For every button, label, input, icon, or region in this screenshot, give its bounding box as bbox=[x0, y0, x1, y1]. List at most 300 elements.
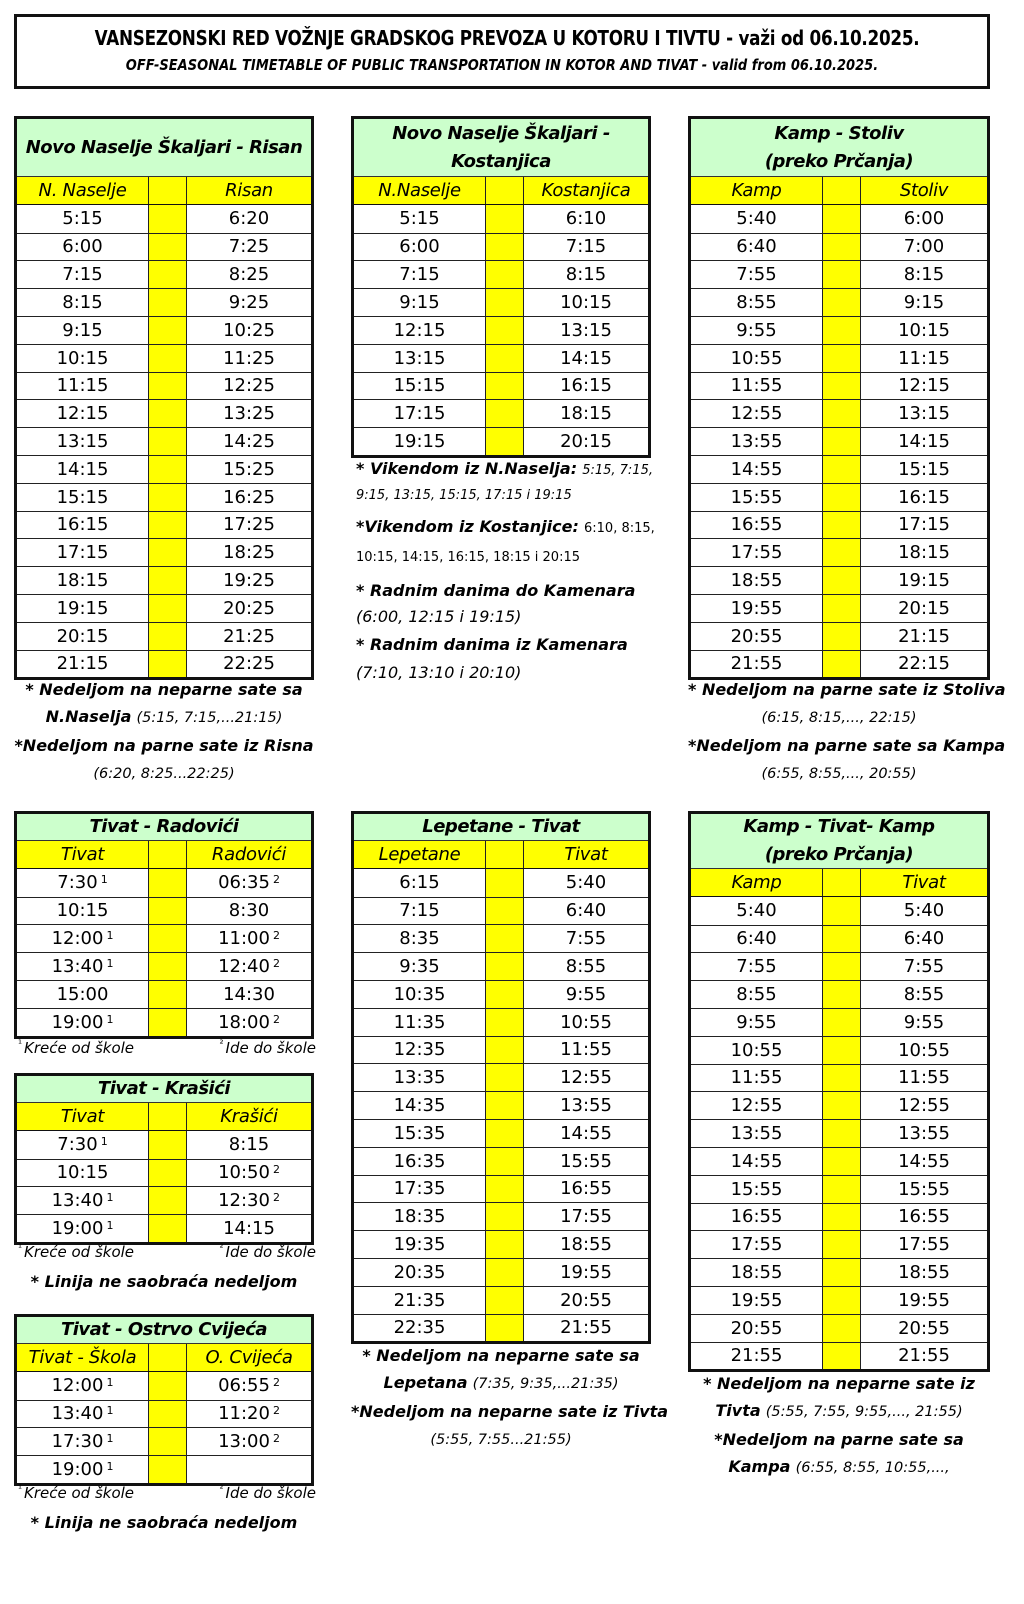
time-left: 12:00 bbox=[51, 928, 104, 950]
table-row bbox=[691, 260, 987, 288]
time-right: 7:55 bbox=[565, 928, 607, 950]
yellow-spacer-cell bbox=[149, 539, 187, 566]
risan-col-left-header: N. Naselje bbox=[17, 177, 149, 204]
yellow-spacer-cell bbox=[149, 567, 187, 594]
departure-right bbox=[187, 1009, 311, 1036]
time-left: 13:55 bbox=[730, 431, 783, 453]
yellow-spacer-cell bbox=[149, 1428, 187, 1455]
ostrvo-no-sunday: * Linija ne saobraća nedeljom bbox=[30, 1513, 298, 1532]
table-row bbox=[354, 260, 648, 288]
time-left: 8:55 bbox=[736, 984, 777, 1006]
time-right: 16:55 bbox=[898, 1206, 950, 1228]
radovici-column-header bbox=[17, 841, 311, 869]
yellow-spacer-cell bbox=[486, 925, 524, 952]
radovici-col-left-header: Tivat bbox=[17, 841, 149, 868]
departure-right bbox=[861, 1231, 987, 1258]
table-row bbox=[354, 1230, 648, 1258]
yellow-spacer-cell bbox=[149, 1344, 187, 1371]
time-left: 21:55 bbox=[730, 653, 783, 675]
time-left: 15:55 bbox=[730, 486, 783, 508]
time-left: 18:55 bbox=[730, 1262, 783, 1284]
time-right: 19:25 bbox=[223, 570, 275, 592]
footnote-marker: 1 bbox=[106, 957, 114, 971]
departure-right bbox=[524, 428, 648, 455]
departure-left bbox=[354, 1259, 486, 1286]
footnote-marker: 1 bbox=[106, 1432, 114, 1446]
time-left: 20:55 bbox=[730, 625, 783, 647]
stoliv-notes bbox=[688, 676, 1006, 788]
table-row bbox=[354, 1063, 648, 1091]
kamp_tivat-column-header bbox=[691, 869, 987, 897]
departure-left bbox=[691, 926, 823, 953]
yellow-spacer-cell bbox=[149, 1456, 187, 1483]
yellow-spacer-cell bbox=[823, 567, 861, 594]
departure-left bbox=[354, 981, 486, 1008]
ostrvo-note bbox=[14, 1509, 314, 1536]
departure-right bbox=[861, 261, 987, 288]
kamp_tivat-col-right-header: Tivat bbox=[902, 871, 946, 893]
time-left: 17:55 bbox=[730, 1234, 783, 1256]
kamp-tivat-note-times-1: (5:55, 7:55, 9:55,..., 21:55) bbox=[765, 1404, 963, 1420]
yellow-spacer-cell bbox=[149, 869, 187, 897]
departure-right bbox=[524, 317, 648, 344]
departure-left bbox=[17, 595, 149, 622]
departure-left bbox=[691, 651, 823, 678]
kamp_tivat-title-line: Kamp - Tivat- Kamp bbox=[743, 816, 935, 837]
time-left: 21:15 bbox=[56, 653, 109, 675]
table-row bbox=[354, 427, 648, 455]
yellow-spacer-cell bbox=[149, 595, 187, 622]
yellow-spacer-cell bbox=[486, 289, 524, 316]
yellow-spacer-cell bbox=[823, 234, 861, 261]
yellow-spacer-cell bbox=[823, 981, 861, 1008]
departure-right bbox=[187, 428, 311, 455]
yellow-spacer-cell bbox=[486, 898, 524, 925]
stoliv-note-times-1: (6:15, 8:15,..., 22:15) bbox=[761, 710, 917, 726]
time-right: 18:55 bbox=[898, 1262, 950, 1284]
risan-note-times-odd: (5:15, 7:15,...21:15) bbox=[136, 710, 283, 726]
departure-right bbox=[861, 567, 987, 594]
departure-right bbox=[187, 234, 311, 261]
departure-left bbox=[354, 261, 486, 288]
time-right: 10:25 bbox=[223, 319, 275, 341]
time-left: 9:15 bbox=[399, 292, 440, 314]
departure-right bbox=[187, 512, 311, 539]
yellow-spacer-cell bbox=[823, 428, 861, 455]
yellow-spacer-cell bbox=[486, 234, 524, 261]
departure-right bbox=[187, 539, 311, 566]
time-right: 10:50 bbox=[218, 1162, 270, 1184]
departure-right bbox=[524, 1148, 648, 1175]
table-row bbox=[354, 233, 648, 261]
table-row bbox=[17, 205, 311, 233]
time-left: 5:15 bbox=[399, 208, 440, 230]
yellow-spacer-cell bbox=[149, 1160, 187, 1187]
time-right: 13:15 bbox=[560, 319, 612, 341]
yellow-spacer-cell bbox=[486, 400, 524, 427]
time-left: 22:35 bbox=[393, 1317, 446, 1339]
time-right: 10:55 bbox=[560, 1011, 612, 1033]
departure-right bbox=[524, 1176, 648, 1203]
footnote-marker: 2 bbox=[272, 1012, 280, 1026]
table-row bbox=[691, 594, 987, 622]
yellow-spacer-cell bbox=[823, 512, 861, 539]
departure-right bbox=[861, 953, 987, 980]
yellow-spacer-cell bbox=[823, 484, 861, 511]
departure-left bbox=[354, 1176, 486, 1203]
table-row bbox=[17, 455, 311, 483]
time-right: 8:55 bbox=[565, 956, 607, 978]
krasici-column-header bbox=[17, 1103, 311, 1131]
table-row bbox=[691, 1036, 987, 1064]
yellow-spacer-cell bbox=[823, 1176, 861, 1203]
time-right: 14:30 bbox=[223, 983, 275, 1005]
time-right: 7:25 bbox=[228, 236, 270, 258]
time-left: 12:55 bbox=[730, 1095, 783, 1117]
time-right: 6:40 bbox=[565, 900, 607, 922]
stoliv-title-line: (preko Prčanja) bbox=[764, 150, 914, 172]
time-right: 8:55 bbox=[903, 984, 945, 1006]
yellow-spacer-cell bbox=[823, 953, 861, 980]
departure-left bbox=[691, 1343, 823, 1370]
table-row bbox=[17, 1186, 311, 1214]
krasici-footnote-2: $^{^2}$ Ide do škole bbox=[219, 1243, 316, 1261]
departure-left bbox=[354, 400, 486, 427]
table-row bbox=[17, 1008, 311, 1036]
kamp-tivat-note-origin-2: Kampa bbox=[728, 1457, 791, 1476]
time-left: 13:40 bbox=[51, 1403, 104, 1425]
departure-left bbox=[17, 484, 149, 511]
departure-left bbox=[691, 1204, 823, 1231]
risan-note-origin: N.Naselja bbox=[45, 707, 132, 726]
time-right: 14:15 bbox=[223, 1218, 275, 1240]
timetable-radovici bbox=[14, 811, 314, 1039]
table-row bbox=[17, 483, 311, 511]
departure-left bbox=[17, 456, 149, 483]
departure-left bbox=[691, 428, 823, 455]
departure-right bbox=[524, 345, 648, 372]
time-right: 12:30 bbox=[218, 1190, 270, 1212]
yellow-spacer-cell bbox=[823, 1065, 861, 1092]
time-right: 21:55 bbox=[898, 1345, 950, 1367]
time-right: 8:15 bbox=[565, 264, 607, 286]
timetable-krasici bbox=[14, 1073, 314, 1245]
departure-left bbox=[691, 1176, 823, 1203]
departure-right bbox=[187, 981, 311, 1008]
ostrvo-column-header bbox=[17, 1344, 311, 1372]
radovici-footnotes bbox=[18, 1039, 316, 1057]
departure-left bbox=[17, 234, 149, 261]
yellow-spacer-cell bbox=[823, 926, 861, 953]
table-row bbox=[17, 288, 311, 316]
departure-left bbox=[691, 981, 823, 1008]
yellow-spacer-cell bbox=[486, 1064, 524, 1091]
table-row bbox=[691, 399, 987, 427]
departure-right bbox=[524, 234, 648, 261]
time-left: 9:15 bbox=[62, 319, 103, 341]
table-row bbox=[354, 952, 648, 980]
yellow-spacer-cell bbox=[823, 205, 861, 233]
departure-left bbox=[691, 400, 823, 427]
time-left: 7:55 bbox=[736, 264, 777, 286]
table-row bbox=[691, 980, 987, 1008]
yellow-spacer-cell bbox=[823, 869, 861, 896]
departure-left bbox=[17, 869, 149, 897]
time-left: 10:55 bbox=[730, 1039, 783, 1061]
time-left: 19:15 bbox=[393, 431, 446, 453]
departure-right bbox=[861, 595, 987, 622]
table-row bbox=[354, 1036, 648, 1064]
departure-right bbox=[524, 205, 648, 233]
kamp_tivat-title bbox=[691, 814, 987, 869]
table-row bbox=[691, 1091, 987, 1119]
kostanjica-column-header bbox=[354, 177, 648, 205]
departure-right bbox=[524, 1231, 648, 1258]
table-row bbox=[17, 924, 311, 952]
krasici-footnotes bbox=[18, 1243, 316, 1261]
time-left: 19:15 bbox=[56, 597, 109, 619]
table-row bbox=[354, 372, 648, 400]
time-left: 18:15 bbox=[56, 570, 109, 592]
time-right: 9:55 bbox=[565, 983, 607, 1005]
departure-left bbox=[691, 1315, 823, 1342]
departure-right bbox=[187, 1401, 311, 1428]
departure-left bbox=[17, 981, 149, 1008]
departure-right bbox=[187, 1215, 311, 1242]
yellow-spacer-cell bbox=[149, 261, 187, 288]
title-english: OFF-SEASONAL TIMETABLE OF PUBLIC TRANSPORTATION IN KOTOR AND TIVAT - valid from 06.10.2025. bbox=[125, 56, 879, 74]
departure-left bbox=[691, 1148, 823, 1175]
departure-right bbox=[861, 1148, 987, 1175]
departure-right bbox=[187, 595, 311, 622]
departure-left bbox=[354, 1037, 486, 1064]
radovici-col-right-header: Radovići bbox=[211, 843, 287, 865]
time-left: 8:15 bbox=[62, 292, 103, 314]
time-left: 10:15 bbox=[56, 1162, 109, 1184]
departure-left bbox=[17, 651, 149, 678]
time-right: 22:15 bbox=[898, 653, 950, 675]
time-right: 16:15 bbox=[898, 486, 950, 508]
footnote-marker: 1 bbox=[106, 1219, 114, 1233]
timetable-kostanjica bbox=[351, 116, 651, 458]
departure-right bbox=[861, 1287, 987, 1314]
time-left: 17:30 bbox=[51, 1431, 104, 1453]
departure-right bbox=[187, 1372, 311, 1400]
risan-title bbox=[17, 119, 311, 177]
footnote-marker: 2 bbox=[272, 873, 280, 887]
departure-left bbox=[354, 898, 486, 925]
table-row bbox=[691, 455, 987, 483]
kamp_tivat-title-line: (preko Prčanja) bbox=[764, 844, 914, 865]
table-row bbox=[691, 952, 987, 980]
departure-left bbox=[17, 567, 149, 594]
time-right: 21:25 bbox=[223, 625, 275, 647]
radovici-title-line: Tivat - Radovići bbox=[89, 816, 239, 837]
lepetane-note-times-2: (5:55, 7:55...21:55) bbox=[430, 1432, 572, 1448]
time-left: 5:40 bbox=[736, 900, 777, 922]
yellow-spacer-cell bbox=[486, 1092, 524, 1119]
table-row bbox=[354, 316, 648, 344]
time-right: 22:25 bbox=[223, 653, 275, 675]
table-row bbox=[354, 869, 648, 897]
kostanjica-col-left-header: N.Naselje bbox=[354, 177, 486, 204]
time-left: 15:00 bbox=[56, 983, 109, 1005]
kostanjica-title bbox=[354, 119, 648, 177]
time-right: 18:15 bbox=[898, 542, 950, 564]
time-left: 14:15 bbox=[56, 458, 109, 480]
table-row bbox=[354, 924, 648, 952]
time-left: 13:40 bbox=[51, 956, 104, 978]
footnote-marker: 1 bbox=[106, 1012, 114, 1026]
stoliv-title bbox=[691, 119, 987, 177]
departure-left bbox=[354, 925, 486, 952]
departure-left bbox=[354, 1315, 486, 1342]
footnote-marker: 1 bbox=[106, 929, 114, 943]
yellow-spacer-cell bbox=[486, 1176, 524, 1203]
yellow-spacer-cell bbox=[149, 373, 187, 400]
table-row bbox=[691, 511, 987, 539]
table-row bbox=[17, 1131, 311, 1159]
timetable-stoliv bbox=[688, 116, 990, 680]
time-left: 17:35 bbox=[393, 1178, 446, 1200]
time-right: 6:00 bbox=[903, 208, 945, 230]
departure-left bbox=[17, 925, 149, 952]
departure-left bbox=[17, 345, 149, 372]
lepetane-note-times-1: (7:35, 9:35,...21:35) bbox=[472, 1376, 619, 1392]
time-right: 14:25 bbox=[223, 431, 275, 453]
table-row bbox=[17, 511, 311, 539]
table-row bbox=[354, 1314, 648, 1342]
lepetane-note-sunday-from-tivat: *Nedeljom na neparne sate iz Tivta bbox=[351, 1402, 669, 1421]
time-right: 17:25 bbox=[223, 514, 275, 536]
table-row bbox=[691, 288, 987, 316]
departure-right bbox=[524, 1315, 648, 1342]
footnote-marker: 1 bbox=[106, 1404, 114, 1418]
departure-right bbox=[861, 651, 987, 678]
yellow-spacer-cell bbox=[823, 1148, 861, 1175]
risan-note-sunday-odd: * Nedeljom na neparne sate sa bbox=[25, 680, 303, 699]
time-right: 17:55 bbox=[898, 1234, 950, 1256]
yellow-spacer-cell bbox=[149, 1215, 187, 1242]
time-right: 11:00 bbox=[218, 928, 270, 950]
footnote-marker: 1 bbox=[106, 1460, 114, 1474]
departure-left bbox=[354, 1203, 486, 1230]
kostanjica-to-kamenari-label: * Radnim danima do Kamenara bbox=[356, 581, 636, 600]
footnote-marker: 1 bbox=[106, 1191, 114, 1205]
departure-right bbox=[524, 869, 648, 897]
time-left: 13:15 bbox=[393, 347, 446, 369]
ostrvo-footnote-2: $^{^2}$ Ide do škole bbox=[219, 1484, 316, 1502]
departure-right bbox=[861, 1120, 987, 1147]
time-left: 7:30 bbox=[57, 872, 98, 894]
time-right: 18:25 bbox=[223, 542, 275, 564]
departure-left bbox=[17, 1372, 149, 1400]
departure-left bbox=[691, 261, 823, 288]
time-right: 17:15 bbox=[898, 514, 950, 536]
time-right: 7:55 bbox=[903, 956, 945, 978]
departure-left bbox=[691, 1092, 823, 1119]
time-right: 8:15 bbox=[228, 1134, 270, 1156]
departure-right bbox=[861, 373, 987, 400]
stoliv-column-header bbox=[691, 177, 987, 205]
departure-right bbox=[861, 289, 987, 316]
footnote-marker: 1 bbox=[106, 1376, 114, 1390]
kamp-tivat-note-times-2: (6:55, 8:55, 10:55,..., bbox=[795, 1460, 950, 1476]
departure-right bbox=[187, 261, 311, 288]
table-row bbox=[691, 538, 987, 566]
time-left: 9:35 bbox=[399, 956, 440, 978]
time-left: 12:00 bbox=[51, 1375, 104, 1397]
time-left: 19:55 bbox=[730, 597, 783, 619]
table-row bbox=[17, 260, 311, 288]
time-right: 15:55 bbox=[560, 1150, 612, 1172]
time-right: 19:15 bbox=[898, 570, 950, 592]
departure-left bbox=[354, 1287, 486, 1314]
yellow-spacer-cell bbox=[149, 1401, 187, 1428]
table-row bbox=[691, 316, 987, 344]
yellow-spacer-cell bbox=[486, 177, 524, 204]
table-row bbox=[354, 1175, 648, 1203]
table-row bbox=[17, 1455, 311, 1483]
time-right: 6:10 bbox=[565, 208, 607, 230]
departure-right bbox=[524, 981, 648, 1008]
departure-right bbox=[861, 317, 987, 344]
radovici-footnote-1: $^{^1}$ Kreće od škole bbox=[18, 1039, 135, 1057]
yellow-spacer-cell bbox=[486, 373, 524, 400]
time-left: 12:35 bbox=[393, 1039, 446, 1061]
yellow-spacer-cell bbox=[486, 261, 524, 288]
kamp-tivat-note-sunday-odd: * Nedeljom na neparne sate iz bbox=[703, 1374, 975, 1393]
table-row bbox=[354, 980, 648, 1008]
departure-right bbox=[524, 953, 648, 980]
time-left: 21:35 bbox=[393, 1289, 446, 1311]
table-row bbox=[17, 427, 311, 455]
departure-left bbox=[17, 1456, 149, 1483]
departure-left bbox=[17, 1187, 149, 1214]
yellow-spacer-cell bbox=[823, 1231, 861, 1258]
footnote-marker: 2 bbox=[272, 957, 280, 971]
footnote-marker: 2 bbox=[272, 1191, 280, 1205]
time-left: 19:00 bbox=[51, 1011, 104, 1033]
departure-right bbox=[524, 1009, 648, 1036]
departure-left bbox=[354, 1231, 486, 1258]
time-left: 12:55 bbox=[730, 403, 783, 425]
time-right: 18:00 bbox=[218, 1011, 270, 1033]
timetable-title-box bbox=[14, 14, 990, 89]
table-row bbox=[17, 1214, 311, 1242]
time-left: 17:15 bbox=[393, 403, 446, 425]
departure-left bbox=[17, 1009, 149, 1036]
kostanjica-weekend-k-times-a: 6:10, 8:15, bbox=[584, 521, 655, 536]
table-row bbox=[17, 399, 311, 427]
kostanjica-title-line: Kostanjica bbox=[451, 150, 551, 172]
time-right: 12:15 bbox=[898, 375, 950, 397]
table-row bbox=[691, 650, 987, 678]
departure-right bbox=[187, 1160, 311, 1187]
yellow-spacer-cell bbox=[486, 981, 524, 1008]
table-row bbox=[354, 1258, 648, 1286]
lepetane-col-left-header: Lepetane bbox=[354, 841, 486, 868]
departure-left bbox=[17, 512, 149, 539]
yellow-spacer-cell bbox=[823, 373, 861, 400]
stoliv-title-line: Kamp - Stoliv bbox=[774, 122, 904, 144]
departure-left bbox=[691, 567, 823, 594]
departure-right bbox=[861, 1343, 987, 1370]
time-left: 14:35 bbox=[393, 1095, 446, 1117]
yellow-spacer-cell bbox=[823, 1315, 861, 1342]
departure-left bbox=[354, 1009, 486, 1036]
table-row bbox=[17, 897, 311, 925]
